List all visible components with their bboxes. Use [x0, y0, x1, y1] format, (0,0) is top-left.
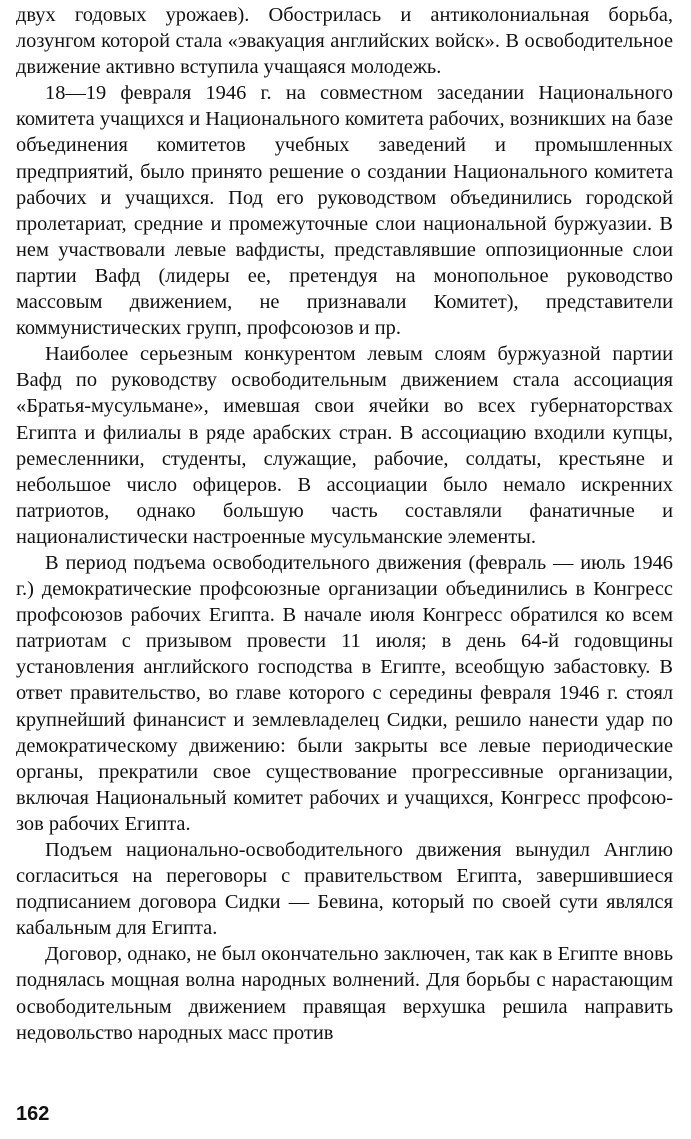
paragraph-2: 18—19 февраля 1946 г. на совместном заседании Национального комитета учащихся и Национального комитета рабочих, возникших на базе объединения комитетов учебных заведений и промышленных предприятий, было принято решение о создании Национального комитета рабочих и учащихся. Под его руководством объединились городской пролетариат, средние и промежуточные слои национальной буржуазии. В нем участвовали левые вафдисты, представлявшие оппозиционные слои партии Вафд (лидеры ее, претендуя на монопольное руководство массовым движением, не признавали Комитет), представители коммунистических групп, профсоюзов и пр.	[16, 82, 673, 340]
page-number: 162	[16, 1103, 50, 1125]
paragraph-6: Договор, однако, не был окончательно заключен, так как в Египте вновь поднялась мощная волна народных волнений. Для борьбы с нарастающим освободительным движением правящая верхушка решила направить недовольство народных масс против	[16, 943, 673, 1044]
paragraph-5: Подъем национально-освободительного движения вынудил Англию согласиться на переговоры с правительством Египта, завершившиеся подписанием договора Сидки — Бевина, который по своей сути являлся кабальным для Египта.	[16, 839, 673, 940]
paragraph-4: В период подъема освободительного движения (февраль — июль 1946 г.) демократические профсоюзные организации объединились в Конгресс профсоюзов рабочих Египта. В начале июля Конгресс обратился ко всем патриотам с призывом провести 11 июля; в день 64-й годовщины установления английского господства в Египте, всеобщую забастовку. В ответ правительство, во главе которого с середины февраля 1946 г. стоял крупнейший финансист и землевладелец Сидки, решило нанести удар по демократическому движению: были закрыты все левые периодические органы, прекратили свое существование прогрессивные организации, включая Национальный комитет рабочих и учащихся, Конгресс профсоюзов рабочих Египта.	[16, 551, 673, 835]
page-body	[16, 2, 673, 1046]
paragraph-3: Наиболее серьезным конкурентом левым слоям буржуазной партии Вафд по руководству освободительным движением стала ассоциация «Братья-мусульмане», имевшая свои ячейки во всех губернаторствах Египта и филиалы в ряде арабских стран. В ассоциацию входили купцы, ремесленники, студенты, служащие, рабочие, солдаты, крестьяне и небольшое число офицеров. В ассоциации было немало искренних патриотов, однако большую часть составляли фанатичные и националистически настроенные мусульманские элементы.	[16, 343, 673, 548]
paragraph-1: двух годовых урожаев). Обострилась и антиколониальная борьба, лозунгом которой стала «эвакуация английских войск». В освободительное движение активно вступила учащаяся молодежь.	[16, 4, 673, 79]
